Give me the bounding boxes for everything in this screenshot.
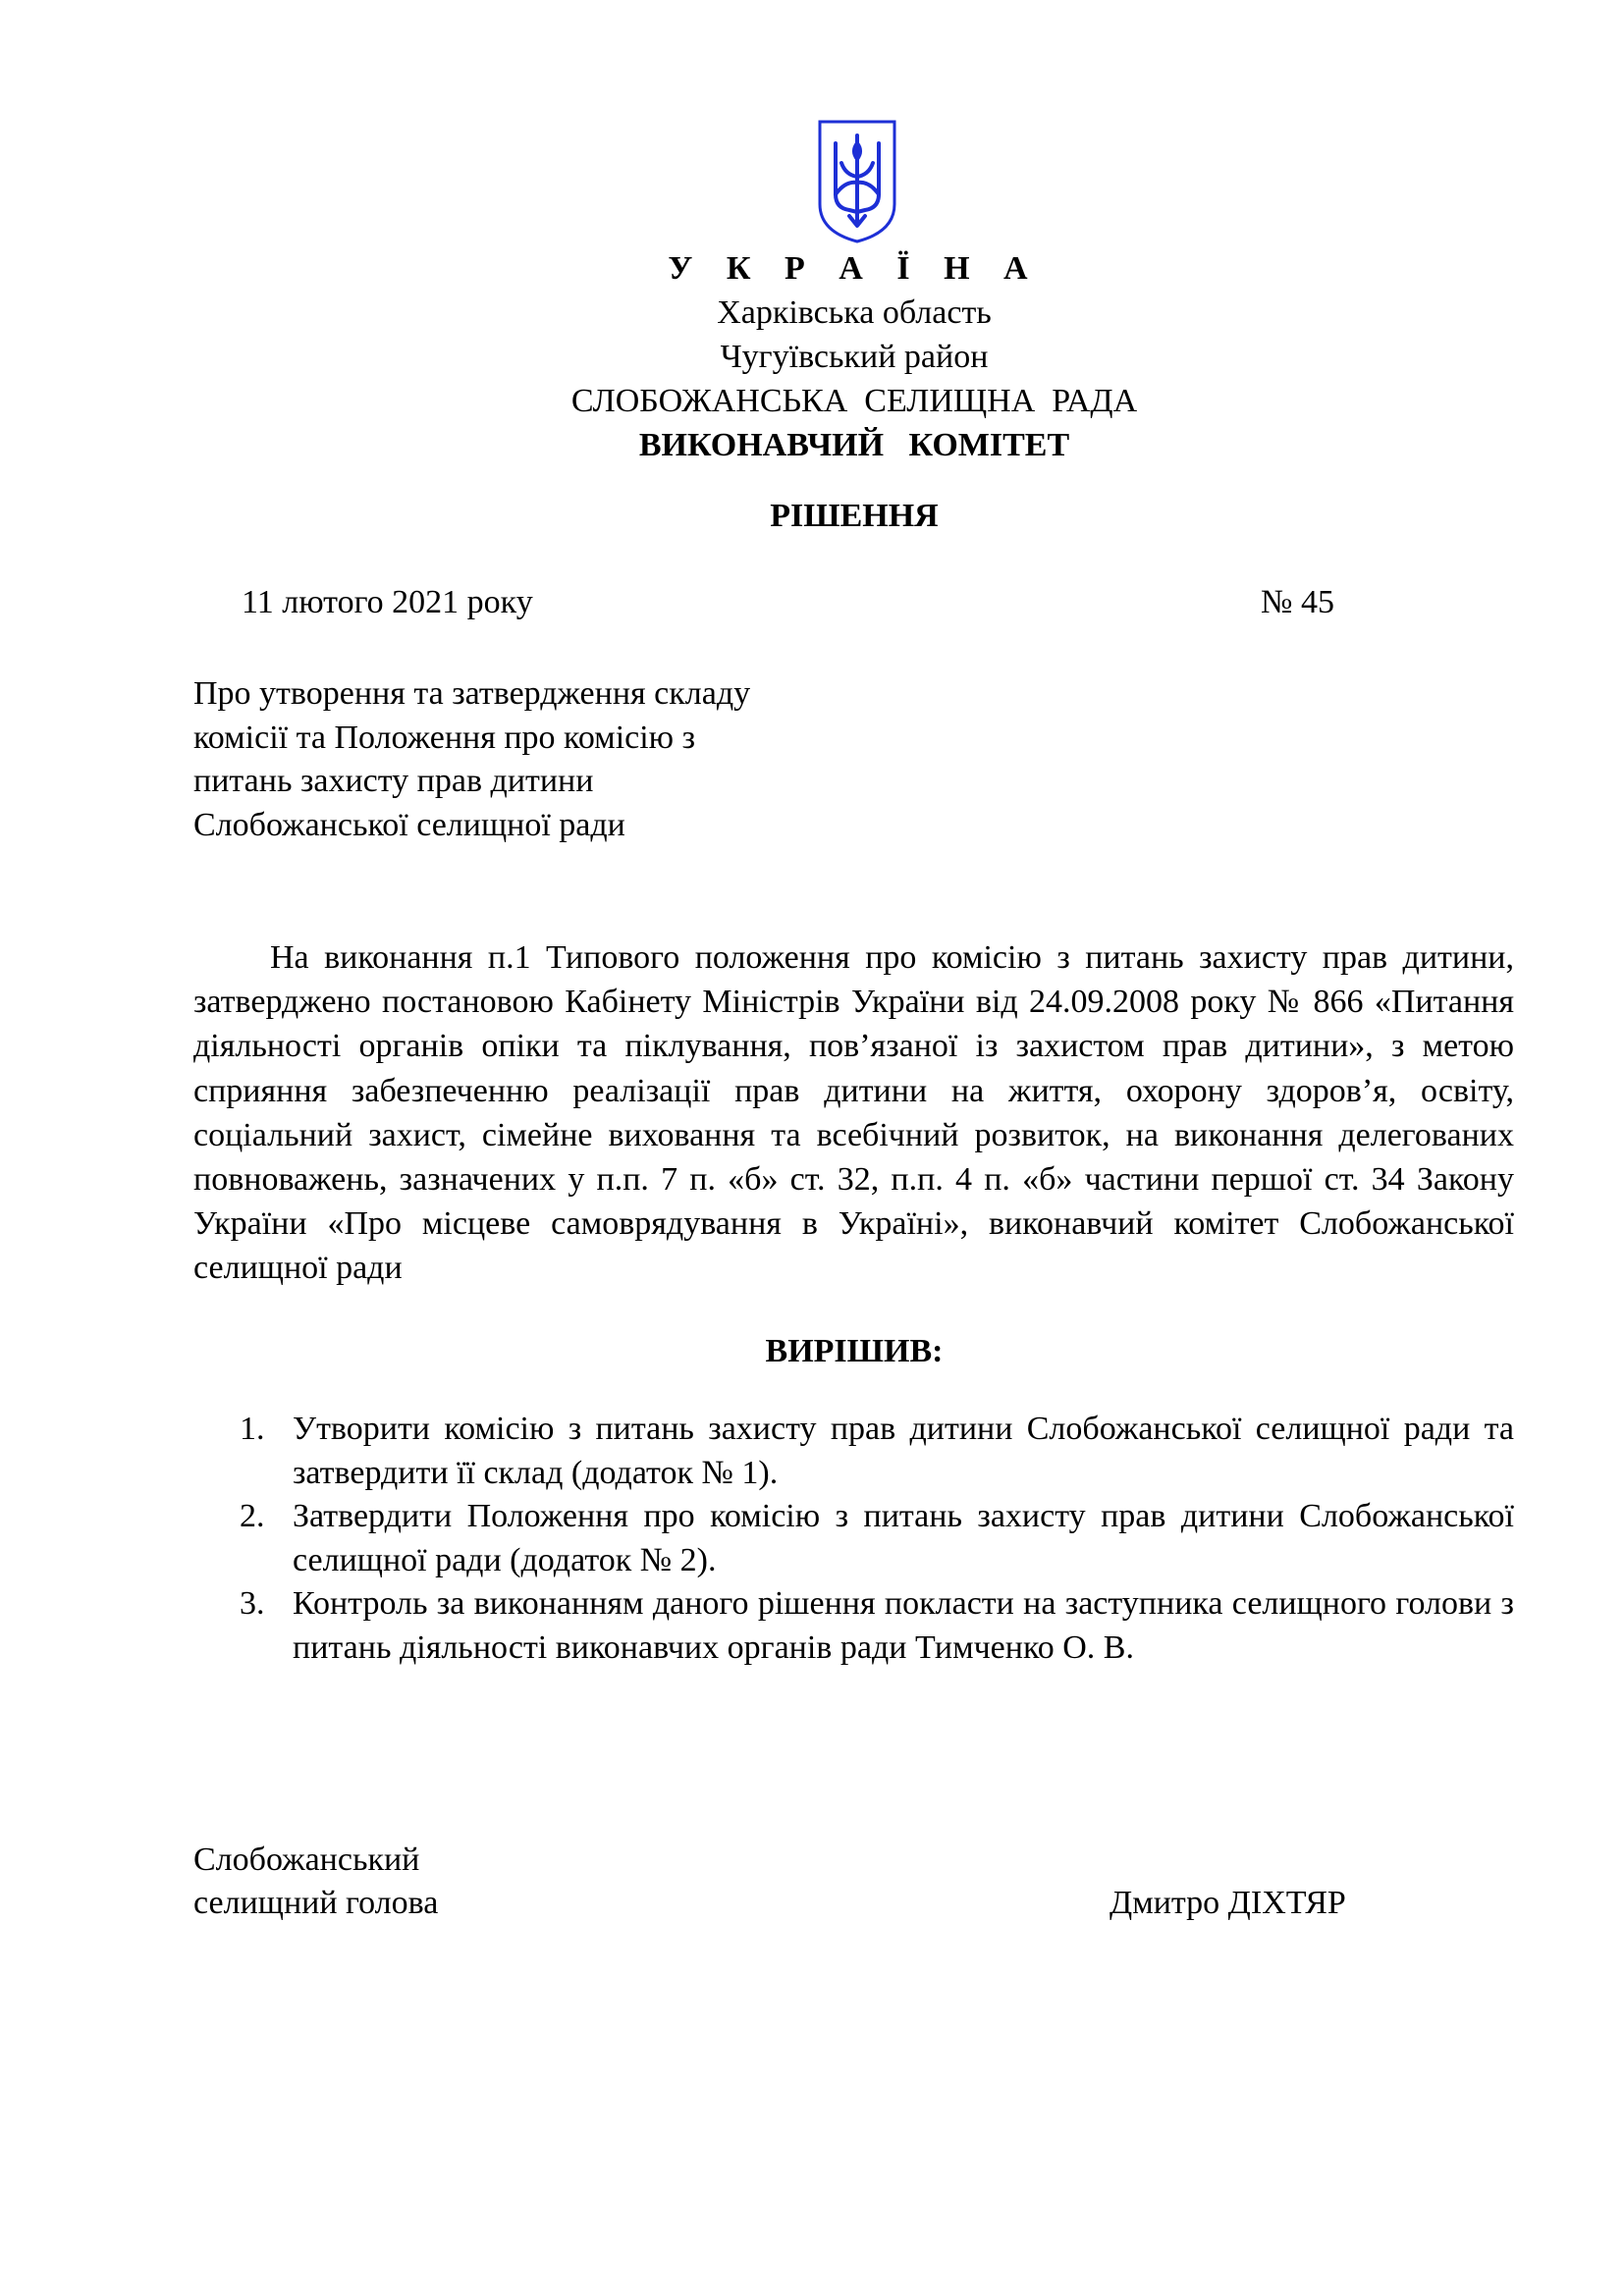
decision-subject: Про утворення та затвердження складу комісії та Положення про комісію з питань захисту прав дитини Слобожанської селищної ради [193, 675, 751, 843]
list-item-text: Утворити комісію з питань захисту прав дитини Слобожанської селищної ради та затвердити її склад (додаток № 1). [293, 1411, 1514, 1491]
decision-date: 11 лютого 2021 року [242, 584, 533, 620]
list-item [0, 1582, 1514, 1670]
document-type: РІШЕННЯ [770, 498, 939, 534]
list-item-number: 1. [240, 1411, 265, 1447]
preamble-paragraph: На виконання п.1 Типового положення про комісію з питань захисту прав дитини, затверджено постановою Кабінету Міністрів України від 24.09.2008 року № 866 «Питання діяльності органів опіки та піклування, пов’язаної із захистом прав дитини», з метою сприяння забезпеченню реалізації прав дитини на життя, охорону здоров’я, освіту, соціальний захист, сімейне виховання та всебічний розвиток, на виконання делегованих повноважень, зазначених у п.п. 7 п. «б» ст. 32, п.п. 4 п. «б» частини першої ст. 34 Закону України «Про місцеве самоврядування в Україні», виконавчий комітет Слобожанської селищної ради [193, 939, 1514, 1287]
list-item-text: Контроль за виконанням даного рішення покласти на заступника селищного голови з питань діяльності виконавчих органів ради Тимченко О. В. [293, 1585, 1514, 1666]
list-item-number: 2. [240, 1498, 265, 1535]
decided-heading: ВИРІШИВ: [765, 1333, 944, 1369]
signer-name: Дмитро ДІХТЯР [1110, 1885, 1346, 1921]
list-item [0, 1408, 1514, 1495]
signer-title-line2: селищний голова [193, 1885, 439, 1921]
list-item-number: 3. [240, 1585, 265, 1623]
list-item-text: Затвердити Положення про комісію з питань захисту прав дитини Слобожанської селищної ради (додаток № 2). [293, 1498, 1514, 1578]
decision-items-list [0, 1408, 1514, 1671]
list-item [0, 1495, 1514, 1582]
region-line: Харківська область [717, 294, 992, 331]
district-line: Чугуївський район [720, 339, 989, 375]
committee-line: ВИКОНАВЧИЙ КОМІТЕТ [638, 427, 1070, 463]
coat-of-arms-icon [816, 118, 898, 245]
signer-title-line1: Слобожанський [193, 1842, 420, 1878]
council-line: СЛОБОЖАНСЬКА СЕЛИЩНА РАДА [570, 383, 1138, 419]
decision-number: № 45 [1261, 584, 1334, 620]
country-title: У К Р А Ї Н А [668, 250, 1041, 287]
